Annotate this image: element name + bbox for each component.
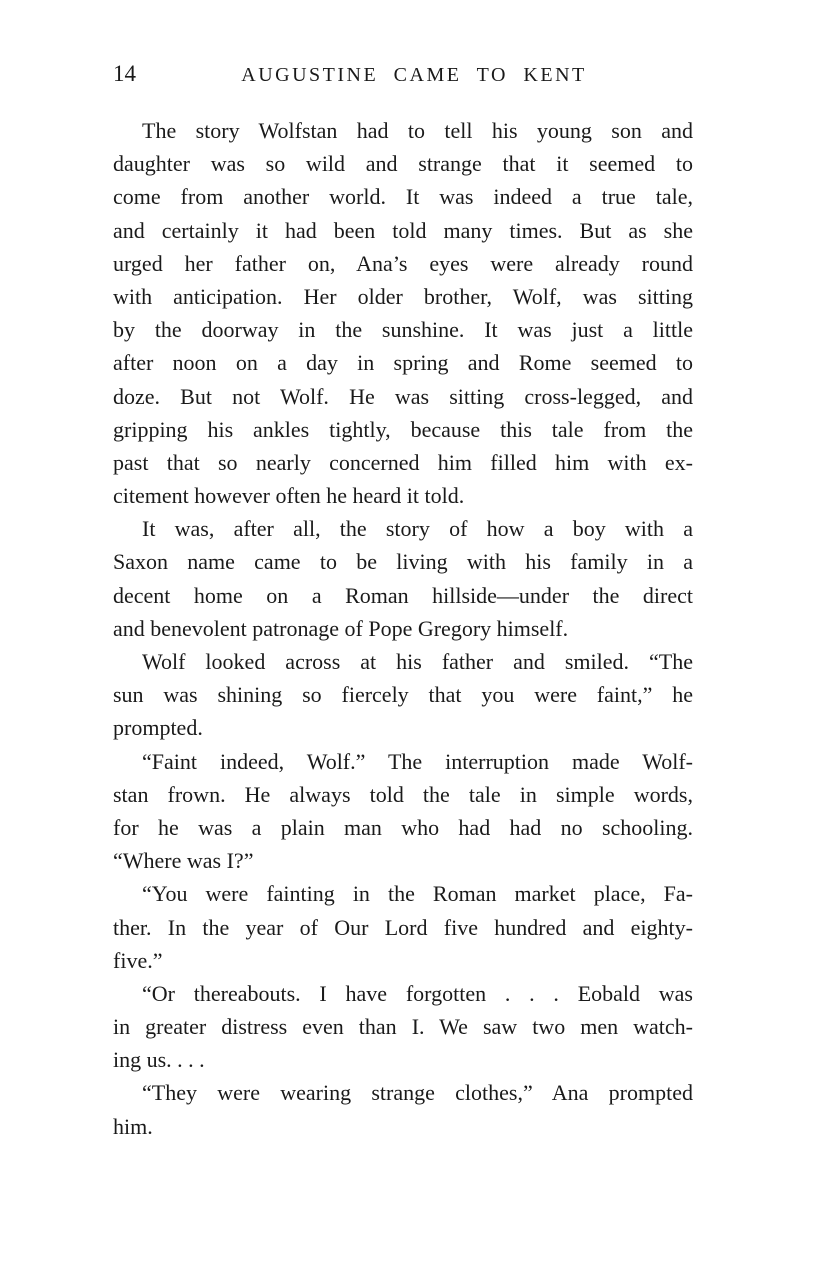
text-line: Saxon name came to be living with his family in a — [113, 549, 693, 575]
paragraph — [113, 977, 693, 1077]
text-line: and benevolent patronage of Pope Gregory himself. — [113, 615, 569, 641]
text-line: gripping his ankles tightly, because this tale from the — [113, 416, 693, 442]
text-line: after noon on a day in spring and Rome seemed to — [113, 350, 693, 376]
text-line: ther. In the year of Our Lord five hundred and eighty- — [113, 914, 693, 940]
text-line: in greater distress even than I. We saw two men watch- — [113, 1014, 693, 1040]
text-line: him. — [113, 1113, 153, 1139]
text-line: for he was a plain man who had had no schooling. — [113, 814, 693, 840]
text-line: ing us. . . . — [113, 1047, 205, 1073]
text-line: past that so nearly concerned him filled him with ex- — [113, 449, 693, 475]
text-line: with anticipation. Her older brother, Wolf, was sitting — [113, 283, 693, 309]
text-line: “Where was I?” — [113, 848, 254, 874]
page-header — [0, 60, 828, 90]
text-line: citement however often he heard it told. — [113, 483, 465, 509]
paragraph — [113, 645, 693, 745]
text-line: The story Wolfstan had to tell his young son and — [142, 118, 693, 143]
paragraph — [113, 1076, 693, 1142]
text-line: sun was shining so fiercely that you were faint,” he — [113, 682, 693, 708]
text-line: urged her father on, Ana’s eyes were already round — [113, 250, 693, 276]
text-line: Wolf looked across at his father and smiled. “The — [142, 649, 693, 674]
paragraph — [113, 512, 693, 645]
page-number: 14 — [113, 61, 136, 86]
text-line: decent home on a Roman hillside—under the direct — [113, 582, 693, 608]
paragraph — [113, 114, 693, 512]
text-line: It was, after all, the story of how a boy with a — [142, 516, 693, 542]
text-line: and certainly it had been told many times. But as she — [113, 217, 693, 243]
running-title: AUGUSTINE CAME TO KENT — [241, 64, 587, 86]
text-line: “Or thereabouts. I have forgotten . . . Eobald was — [142, 980, 693, 1006]
text-line: “Faint indeed, Wolf.” The interruption made Wolf- — [142, 748, 693, 774]
text-line: prompted. — [113, 715, 203, 741]
text-line: come from another world. It was indeed a true tale, — [113, 184, 693, 210]
text-line: daughter was so wild and strange that it seemed to — [113, 151, 693, 177]
text-line: doze. But not Wolf. He was sitting cross-legged, and — [113, 383, 693, 409]
text-line: five.” — [113, 947, 163, 973]
text-line: “You were fainting in the Roman market place, Fa- — [142, 881, 693, 907]
text-line: stan frown. He always told the tale in simple words, — [113, 781, 693, 807]
paragraph — [113, 877, 693, 977]
body-text — [113, 114, 693, 1143]
text-line: by the doorway in the sunshine. It was just a little — [113, 317, 693, 343]
text-line: “They were wearing strange clothes,” Ana prompted — [142, 1080, 693, 1106]
paragraph — [113, 745, 693, 878]
